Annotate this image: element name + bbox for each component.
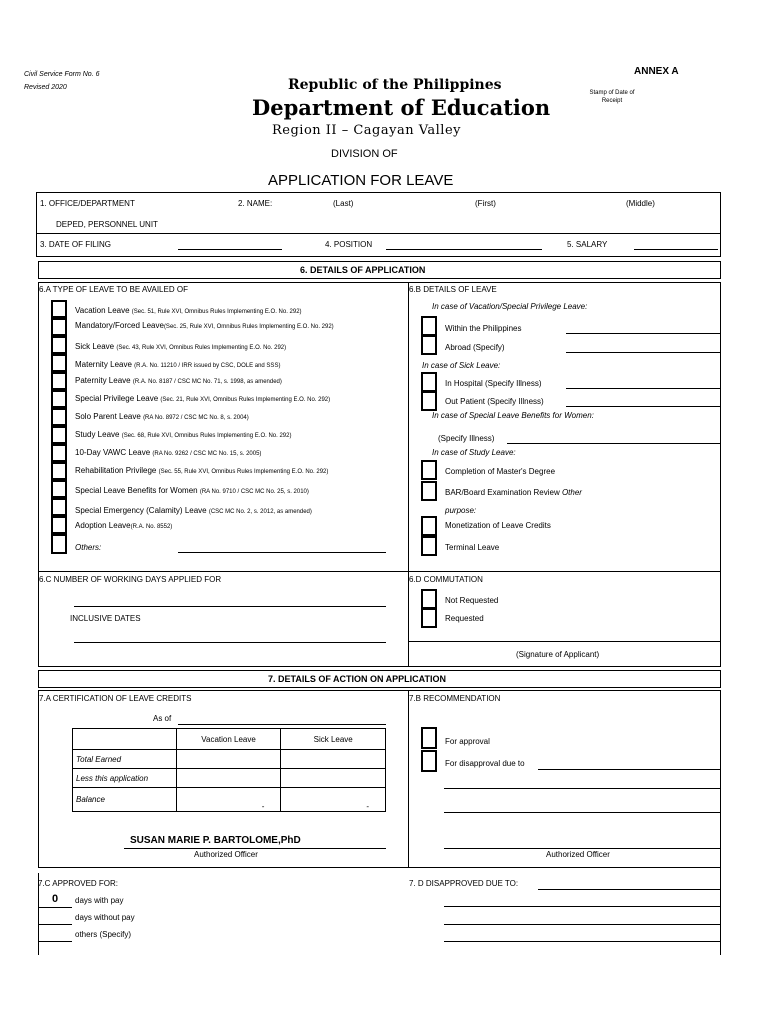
days-with-pay-value[interactable]: 0: [52, 893, 59, 905]
checkbox-calamity-leave[interactable]: [51, 498, 67, 516]
working-days-field[interactable]: [74, 606, 386, 607]
annex-label: ANNEX A: [634, 66, 679, 77]
form-title: APPLICATION FOR LEAVE: [268, 172, 454, 189]
in-hospital-field[interactable]: [566, 388, 720, 389]
bar-review-text: BAR/Board Examination Review: [445, 488, 560, 497]
disapproved-reason-field-1[interactable]: [538, 889, 720, 890]
study-case-label: In case of Study Leave:: [432, 448, 516, 457]
checkbox-adoption-leave[interactable]: [51, 516, 67, 534]
terminal-leave-label: Terminal Leave: [445, 543, 500, 552]
table-header-sick: Sick Leave: [281, 729, 386, 750]
name-first-label: (First): [475, 199, 496, 208]
leave-type-item: Study Leave (Sec. 68, Rule XVI, Omnibus Rules Implementing E.O. No. 292): [75, 430, 292, 439]
checkbox-monetization[interactable]: [421, 516, 437, 536]
office-label: 1. OFFICE/DEPARTMENT: [40, 199, 135, 208]
leave-type-item: Paternity Leave (R.A. No. 8187 / CSC MC No. 71, s. 1998, as amended): [75, 376, 282, 385]
disapproval-reason-field-2[interactable]: [444, 788, 720, 789]
inclusive-dates-field[interactable]: [74, 642, 386, 643]
table-row: [73, 750, 386, 769]
stamp-receipt: [584, 89, 640, 105]
name-last-label: (Last): [333, 199, 354, 208]
checkbox-not-requested[interactable]: [421, 589, 437, 609]
working-days-label: 6.C NUMBER OF WORKING DAYS APPLIED FOR: [39, 575, 222, 584]
checkbox-vacation-leave[interactable]: [51, 300, 67, 318]
position-label: 4. POSITION: [325, 240, 373, 249]
checkbox-within-philippines[interactable]: [421, 316, 437, 336]
disapproved-reason-field-2[interactable]: [444, 906, 720, 907]
leave-type-label: 6.A TYPE OF LEAVE TO BE AVAILED OF: [39, 285, 188, 294]
cell-total-sick[interactable]: [281, 750, 386, 769]
row-label-balance: Balance: [73, 788, 177, 812]
disapproved-due-to-label: 7. D DISAPPROVED DUE TO:: [409, 879, 519, 888]
checkbox-women-leave[interactable]: [51, 480, 67, 498]
abroad-label: Abroad (Specify): [445, 343, 505, 352]
others-specify-label: others (Specify): [75, 930, 132, 939]
out-patient-label: Out Patient (Specify Illness): [445, 397, 544, 406]
specify-illness-label: (Specify Illness): [438, 434, 495, 443]
sick-case-label: In case of Sick Leave:: [422, 361, 501, 370]
authorized-officer-label-2: Authorized Officer: [546, 850, 610, 859]
checkbox-paternity-leave[interactable]: [51, 372, 67, 390]
table-row: [73, 769, 386, 788]
within-philippines-label: Within the Philippines: [445, 324, 522, 333]
as-of-label: As of: [153, 714, 172, 723]
name-middle-label: (Middle): [626, 199, 655, 208]
leave-type-item: Adoption Leave(R.A. No. 8552): [75, 521, 173, 530]
date-of-filing-field[interactable]: [178, 249, 282, 250]
leave-type-item: Mandatory/Forced Leave(Sec. 25, Rule XVI, Omnibus Rules Implementing E.O. No. 292): [75, 321, 334, 330]
disapproved-reason-field-4[interactable]: [444, 941, 720, 942]
checkbox-requested[interactable]: [421, 608, 437, 628]
out-patient-field[interactable]: [566, 406, 720, 407]
table-header-vacation: Vacation Leave: [176, 729, 281, 750]
others-field[interactable]: [178, 552, 386, 553]
leave-type-item: Special Leave Benefits for Women (RA No. 9710 / CSC MC No. 25, s. 2010): [75, 486, 309, 495]
leave-details-label: 6.B DETAILS OF LEAVE: [409, 285, 497, 294]
checkbox-sick-leave[interactable]: [51, 336, 67, 354]
purpose-label: purpose:: [445, 506, 477, 515]
salary-field[interactable]: [634, 249, 718, 250]
other-text: Other: [561, 488, 582, 497]
leave-type-item: Maternity Leave (R.A. No. 11210 / IRR issued by CSC, DOLE and SSS): [75, 360, 281, 369]
section7-title: 7. DETAILS OF ACTION ON APPLICATION: [268, 674, 447, 684]
leave-credits-table: [72, 728, 386, 812]
others-label: Others:: [75, 543, 102, 552]
form-number: Civil Service Form No. 6: [24, 71, 100, 78]
office-value[interactable]: DEPED, PERSONNEL UNIT: [56, 220, 158, 229]
cell-less-sick[interactable]: [281, 769, 386, 788]
in-hospital-label: In Hospital (Specify Illness): [445, 379, 542, 388]
checkbox-out-patient[interactable]: [421, 391, 437, 411]
checkbox-study-leave[interactable]: [51, 426, 67, 444]
inclusive-dates-label: INCLUSIVE DATES: [70, 614, 141, 623]
leave-type-item: Special Privilege Leave (Sec. 21, Rule XVI, Omnibus Rules Implementing E.O. No. 292): [75, 394, 331, 403]
checkbox-masters-degree[interactable]: [421, 460, 437, 480]
leave-type-item: Solo Parent Leave (RA No. 8972 / CSC MC No. 8, s. 2004): [75, 412, 249, 421]
specify-illness-field[interactable]: [507, 443, 720, 444]
row-label-total-earned: Total Earned: [73, 750, 177, 769]
leave-type-item: Special Emergency (Calamity) Leave (CSC MC No. 2, s. 2012, as amended): [75, 506, 312, 515]
cell-balance-sick[interactable]: -: [281, 788, 386, 812]
not-requested-label: Not Requested: [445, 596, 499, 605]
leave-type-item: Sick Leave (Sec. 43, Rule XVI, Omnibus Rules Implementing E.O. No. 292): [75, 342, 287, 351]
checkbox-for-approval[interactable]: [421, 727, 437, 749]
checkbox-rehabilitation-leave[interactable]: [51, 462, 67, 480]
checkbox-vawc-leave[interactable]: [51, 444, 67, 462]
abroad-field[interactable]: [566, 352, 720, 353]
position-field[interactable]: [386, 249, 542, 250]
table-header-blank: [73, 729, 177, 750]
vacation-case-label: In case of Vacation/Special Privilege Leave:: [432, 302, 588, 311]
stamp-line-2: Receipt: [601, 98, 623, 104]
leave-type-item: Rehabilitation Privilege (Sec. 55, Rule XVI, Omnibus Rules Implementing E.O. No. 292): [75, 466, 329, 475]
region-heading: Region II – Cagayan Valley: [272, 123, 461, 138]
disapproval-reason-field-1[interactable]: [538, 769, 720, 770]
table-row: [73, 788, 386, 812]
recommendation-label: 7.B RECOMMENDATION: [409, 694, 501, 703]
checkbox-terminal-leave[interactable]: [421, 536, 437, 556]
cell-total-vacation[interactable]: [176, 750, 281, 769]
leave-type-item: Vacation Leave (Sec. 51, Rule XVI, Omnibus Rules Implementing E.O. No. 292): [75, 306, 302, 315]
division-heading: DIVISION OF: [331, 148, 398, 160]
disapproval-reason-field-3[interactable]: [444, 812, 720, 813]
checkbox-special-privilege-leave[interactable]: [51, 390, 67, 408]
checkbox-maternity-leave[interactable]: [51, 354, 67, 372]
stamp-line-1: Stamp of Date of: [589, 90, 635, 96]
republic-heading: Republic of the Philippines: [288, 77, 502, 93]
cell-less-vacation[interactable]: [176, 769, 281, 788]
form-revised: Revised 2020: [24, 84, 67, 91]
certification-label: 7.A CERTIFICATION OF LEAVE CREDITS: [39, 694, 192, 703]
disapproved-reason-field-3[interactable]: [444, 924, 720, 925]
checkbox-bar-review[interactable]: [421, 481, 437, 501]
checkbox-for-disapproval[interactable]: [421, 750, 437, 772]
department-heading: Department of Education: [252, 95, 551, 120]
women-case-label: In case of Special Leave Benefits for Women:: [432, 411, 594, 420]
approved-for-label: 7.C APPROVED FOR:: [38, 879, 119, 888]
checkbox-others-leave[interactable]: [51, 534, 67, 554]
row-label-less-application: Less this application: [73, 769, 177, 788]
others-specify-field[interactable]: [38, 941, 72, 942]
salary-label: 5. SALARY: [567, 240, 608, 249]
days-without-pay-field[interactable]: [38, 924, 72, 925]
commutation-label: 6.D COMMUTATION: [409, 575, 483, 584]
leave-type-item: 10-Day VAWC Leave (RA No. 9262 / CSC MC No. 15, s. 2005): [75, 448, 262, 457]
date-of-filing-label: 3. DATE OF FILING: [40, 240, 111, 249]
name-label: 2. NAME:: [238, 199, 273, 208]
signature-applicant-label: (Signature of Applicant): [516, 650, 600, 659]
masters-degree-label: Completion of Master's Degree: [445, 467, 556, 476]
days-without-pay-label: days without pay: [75, 913, 135, 922]
section6-title: 6. DETAILS OF APPLICATION: [300, 265, 426, 275]
within-philippines-field[interactable]: [566, 333, 720, 334]
monetization-label: Monetization of Leave Credits: [445, 521, 551, 530]
for-disapproval-label: For disapproval due to: [445, 759, 525, 768]
checkbox-mandatory-leave[interactable]: [51, 318, 67, 336]
cell-balance-vacation[interactable]: -: [176, 788, 281, 812]
checkbox-in-hospital[interactable]: [421, 372, 437, 392]
checkbox-abroad[interactable]: [421, 335, 437, 355]
checkbox-solo-parent-leave[interactable]: [51, 408, 67, 426]
as-of-field[interactable]: [178, 724, 386, 725]
requested-label: Requested: [445, 614, 484, 623]
bar-review-label: [445, 488, 582, 497]
officer-name: SUSAN MARIE P. BARTOLOME,PhD: [130, 835, 301, 846]
days-with-pay-label: days with pay: [75, 896, 124, 905]
authorized-officer-label: Authorized Officer: [194, 850, 258, 859]
for-approval-label: For approval: [445, 737, 490, 746]
